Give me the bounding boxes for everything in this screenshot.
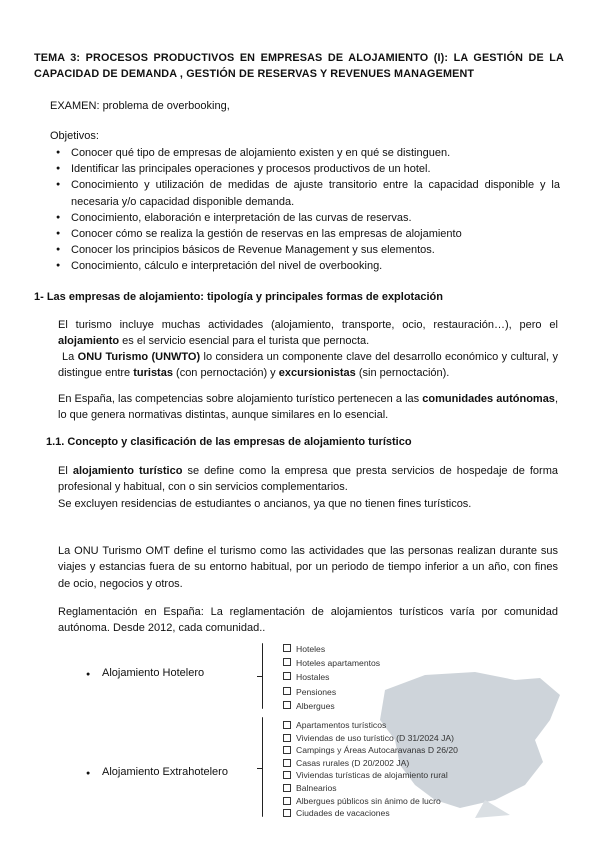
type-item: Hoteles: [282, 642, 380, 656]
bold-term: comunidades autónomas: [422, 393, 555, 405]
type-item: Pensiones: [282, 685, 380, 699]
section-1-1-paragraph-3: Reglamentación en España: La reglamentación de alojamientos turísticos varía por comunidad autónoma. Desde 2012, cada comunidad..: [58, 606, 558, 635]
bold-term: turistas: [133, 367, 173, 380]
type-item: Viviendas de uso turístico (D 31/2024 JA): [282, 732, 458, 745]
bold-term: excursionistas: [278, 367, 356, 380]
text-run: (con pernoctación) y: [172, 367, 279, 380]
hotelero-types-list: [282, 642, 380, 713]
text-run: , lo que genera normativas distintas, aunque similares en lo esencial.: [58, 393, 558, 422]
type-item: Ciudades de vacaciones: [282, 807, 458, 820]
bold-term: ONU Turismo (UNWTO): [77, 351, 201, 363]
text-run: se define como la empresa que presta servicios de hospedaje de forma profesional y habitual, con o sin servicios complementarios.: [58, 465, 558, 494]
objective-item: ● Conocer los principios básicos de Revenue Management y sus elementos.: [54, 242, 560, 258]
type-item: Hostales: [282, 670, 380, 684]
bold-term: alojamiento: [58, 335, 120, 348]
type-item: Campings y Áreas Autocaravanas D 26/20: [282, 744, 458, 757]
exam-note: EXAMEN: problema de overbooking,: [50, 100, 230, 112]
objective-item: ● Conocimiento, cálculo e interpretación del nivel de overbooking.: [54, 258, 560, 274]
section-1-paragraph-3: [58, 391, 558, 424]
bullet-icon: ●: [86, 671, 91, 678]
section-1-1-paragraph-1: [58, 463, 558, 512]
type-item: Balnearios: [282, 782, 458, 795]
text-run: En España, las competencias sobre alojamiento turístico pertenecen a las: [58, 393, 423, 405]
section-1-1-heading: 1.1. Concepto y clasificación de las empresas de alojamiento turístico: [46, 436, 412, 448]
objectives-list: [54, 145, 560, 275]
section-1-1-paragraph-2: La ONU Turismo OMT define el turismo como las actividades que las personas realizan durante sus viajes y estancias fuera de su entorno habitual, por un periodo de tiempo inferior a un año, con fines de ocio, negocios y otros.: [58, 545, 558, 590]
extrahotelero-types-list: [282, 719, 458, 820]
objective-item: ● Conocimiento y utilización de medidas de ajuste transitorio entre la capacidad disponible y la necesaria y/o capacidad disponible demanda.: [54, 177, 560, 209]
type-item: Viviendas turísticas de alojamiento rural: [282, 769, 458, 782]
text-run: (sin pernoctación).: [355, 367, 450, 380]
type-item: Albergues: [282, 699, 380, 713]
category-hotelero-label: Alojamiento Hotelero: [102, 667, 205, 679]
bold-term: alojamiento turístico: [72, 465, 183, 477]
type-item: Albergues públicos sin ánimo de lucro: [282, 795, 458, 808]
text-run: Se excluyen residencias de estudiantes o ancianos, ya que no tienen fines turísticos.: [58, 497, 472, 510]
type-item: Casas rurales (D 20/2002 JA): [282, 757, 458, 770]
bullet-icon: ●: [86, 770, 91, 777]
objective-item: ● Conocer cómo se realiza la gestión de reservas en las empresas de alojamiento: [54, 226, 560, 242]
section-1-paragraph-1: [58, 317, 558, 350]
objective-item: ● Conocer qué tipo de empresas de alojamiento existen y en qué se distinguen.: [54, 145, 560, 161]
brace-extrahotelero: [262, 717, 263, 817]
type-item: Hoteles apartamentos: [282, 656, 380, 670]
section-1-heading: 1- Las empresas de alojamiento: tipología y principales formas de explotación: [34, 291, 443, 303]
text-run: es el servicio esencial para el turista que pernocta.: [119, 335, 370, 348]
section-1-paragraph-2: [58, 349, 558, 382]
brace-tip: [257, 676, 263, 677]
document-title: TEMA 3: PROCESOS PRODUCTIVOS EN EMPRESAS DE ALOJAMIENTO (I): LA GESTIÓN DE LA CAPACIDAD DE DEMANDA , GESTIÓN DE RESERVAS Y REVENUES MANAGEMENT: [34, 52, 564, 80]
objectives-heading: Objetivos:: [50, 130, 99, 142]
category-extrahotelero-label: Alojamiento Extrahotelero: [102, 766, 228, 778]
brace-tip: [257, 768, 263, 769]
type-item: Apartamentos turísticos: [282, 719, 458, 732]
text-run: lo considera un componente clave del desarrollo económico y cultural, y distingue entre: [58, 351, 558, 380]
text-run: El: [58, 465, 73, 477]
text-run: La: [62, 351, 78, 363]
objective-item: ● Conocimiento, elaboración e interpretación de las curvas de reservas.: [54, 210, 560, 226]
objective-item: ● Identificar las principales operaciones y procesos productivos de un hotel.: [54, 161, 560, 177]
text-run: El turismo incluye muchas actividades (alojamiento, transporte, ocio, restauración…), pero el: [58, 319, 558, 331]
